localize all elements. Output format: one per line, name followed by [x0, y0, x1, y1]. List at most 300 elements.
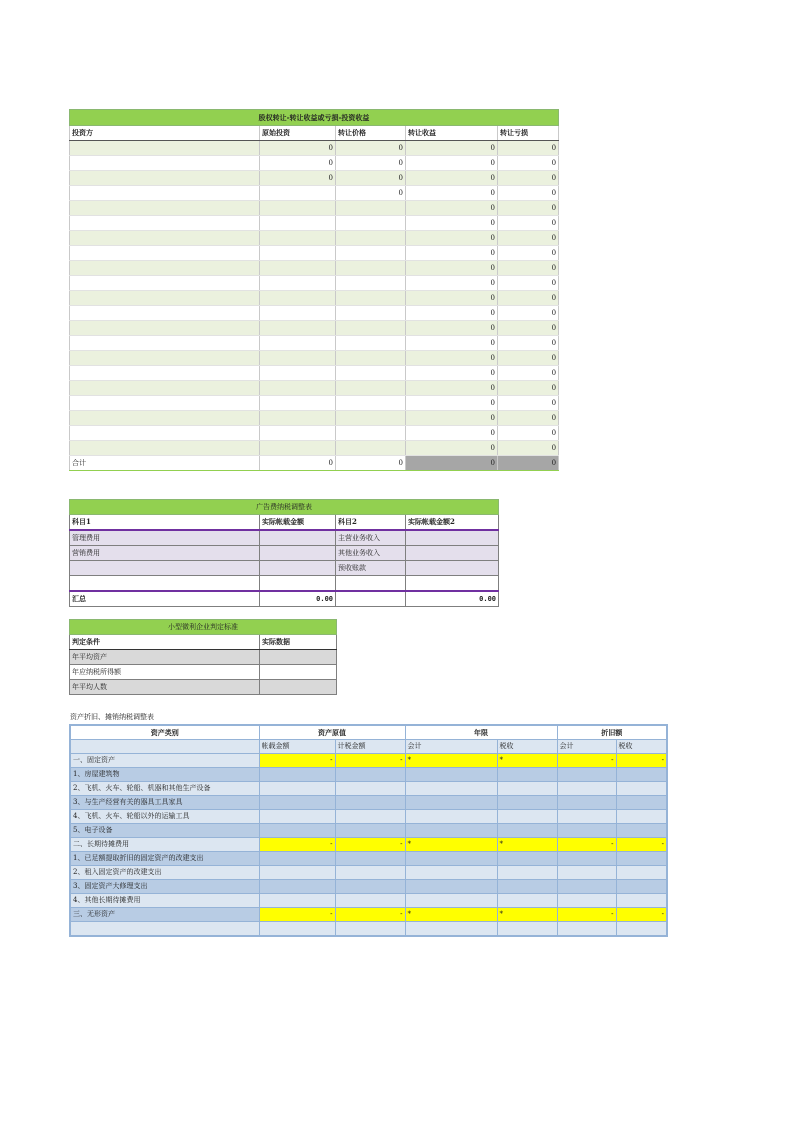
value-cell[interactable]: 0 — [406, 186, 498, 201]
value-cell[interactable] — [336, 216, 406, 231]
value-cell[interactable]: 0 — [498, 201, 559, 216]
asset-value-cell[interactable] — [616, 782, 667, 796]
value-cell[interactable]: 0 — [260, 171, 336, 186]
investor-cell[interactable] — [70, 336, 260, 351]
value-cell[interactable] — [336, 246, 406, 261]
value-cell[interactable]: 0 — [498, 171, 559, 186]
table-row — [70, 546, 499, 561]
value-cell[interactable]: 0 — [498, 141, 559, 156]
cell[interactable] — [260, 530, 336, 546]
asset-value-cell[interactable]: * — [497, 908, 557, 922]
header-original-value: 资产原值 — [259, 725, 405, 740]
asset-category-cell — [70, 922, 259, 937]
cell[interactable]: 营销费用 — [70, 546, 260, 561]
table-row — [70, 894, 667, 908]
value-cell[interactable]: 0 — [406, 411, 498, 426]
asset-value-cell[interactable] — [405, 852, 497, 866]
asset-value-cell[interactable] — [616, 796, 667, 810]
cell[interactable] — [70, 576, 260, 592]
value-cell[interactable]: 0 — [260, 141, 336, 156]
header-investor: 投资方 — [70, 126, 260, 141]
value-cell[interactable]: 0 — [406, 276, 498, 291]
investor-cell[interactable] — [70, 411, 260, 426]
asset-value-cell[interactable] — [616, 922, 667, 937]
asset-value-cell[interactable] — [497, 796, 557, 810]
asset-value-cell[interactable] — [557, 768, 616, 782]
value-cell[interactable]: 0 — [498, 411, 559, 426]
table-row — [70, 396, 559, 411]
table-row — [70, 530, 499, 546]
value-cell[interactable] — [336, 276, 406, 291]
table-row — [70, 231, 559, 246]
table-row — [70, 680, 337, 695]
asset-value-cell[interactable] — [497, 810, 557, 824]
value-cell[interactable]: 0 — [498, 426, 559, 441]
value-cell[interactable]: 0 — [406, 381, 498, 396]
actual-data-cell[interactable] — [260, 650, 337, 665]
value-cell[interactable]: 0 — [406, 441, 498, 456]
asset-value-cell[interactable] — [497, 824, 557, 838]
asset-value-cell[interactable] — [405, 796, 497, 810]
asset-value-cell[interactable] — [335, 866, 405, 880]
value-cell[interactable] — [336, 426, 406, 441]
asset-value-cell[interactable] — [335, 768, 405, 782]
table-row — [70, 650, 337, 665]
value-cell[interactable] — [260, 321, 336, 336]
asset-value-cell[interactable] — [259, 866, 335, 880]
value-cell[interactable] — [260, 426, 336, 441]
investor-cell[interactable] — [70, 441, 260, 456]
value-cell[interactable] — [336, 231, 406, 246]
condition-label: 年平均人数 — [70, 680, 260, 695]
asset-value-cell[interactable] — [557, 894, 616, 908]
value-cell[interactable]: 0 — [498, 276, 559, 291]
table-row — [70, 852, 667, 866]
asset-value-cell[interactable] — [259, 810, 335, 824]
total-value: 0 — [336, 456, 406, 471]
asset-value-cell[interactable] — [616, 768, 667, 782]
total-value: 0 — [498, 456, 559, 471]
asset-category-cell: 二、长期待摊费用 — [70, 838, 259, 852]
value-cell[interactable]: 0 — [498, 336, 559, 351]
value-cell[interactable] — [260, 441, 336, 456]
value-cell[interactable] — [260, 411, 336, 426]
header-condition: 判定条件 — [70, 635, 260, 650]
asset-value-cell[interactable] — [405, 824, 497, 838]
value-cell[interactable]: 0 — [498, 441, 559, 456]
asset-category-cell: 4、其他长期待摊费用 — [70, 894, 259, 908]
value-cell[interactable] — [260, 306, 336, 321]
investor-cell[interactable] — [70, 231, 260, 246]
ad-expense-table — [69, 499, 499, 607]
investor-cell[interactable] — [70, 276, 260, 291]
value-cell[interactable]: 0 — [498, 156, 559, 171]
asset-value-cell[interactable] — [259, 894, 335, 908]
value-cell[interactable] — [260, 381, 336, 396]
header-years: 年限 — [405, 725, 557, 740]
value-cell[interactable]: 0 — [406, 336, 498, 351]
value-cell[interactable] — [260, 396, 336, 411]
asset-category-cell: 2、租入固定资产的改建支出 — [70, 866, 259, 880]
value-cell[interactable] — [260, 276, 336, 291]
investor-cell[interactable] — [70, 291, 260, 306]
table-row — [70, 768, 667, 782]
header-original-investment: 原始投资 — [260, 126, 336, 141]
asset-value-cell[interactable] — [497, 852, 557, 866]
small-table-title: 小型微利企业判定标准 — [70, 620, 337, 635]
value-cell[interactable]: 0 — [336, 171, 406, 186]
asset-value-cell[interactable]: - — [335, 754, 405, 768]
value-cell[interactable] — [336, 441, 406, 456]
cell[interactable] — [406, 530, 499, 546]
asset-value-cell[interactable] — [259, 824, 335, 838]
asset-category-cell: 1、房屋建筑物 — [70, 768, 259, 782]
value-cell[interactable]: 0 — [406, 201, 498, 216]
asset-value-cell[interactable]: * — [497, 754, 557, 768]
asset-value-cell[interactable] — [557, 866, 616, 880]
value-cell[interactable]: 0 — [406, 261, 498, 276]
table-row — [70, 201, 559, 216]
asset-value-cell[interactable] — [616, 880, 667, 894]
asset-value-cell[interactable] — [259, 880, 335, 894]
asset-value-cell[interactable] — [405, 894, 497, 908]
asset-value-cell[interactable] — [557, 852, 616, 866]
table-row — [70, 561, 499, 576]
value-cell[interactable]: 0 — [406, 366, 498, 381]
asset-value-cell[interactable]: - — [616, 908, 667, 922]
value-cell[interactable] — [260, 366, 336, 381]
table-row — [70, 141, 559, 156]
ad-table-title: 广告费纳税调整表 — [70, 500, 499, 515]
table-row — [70, 186, 559, 201]
subheader-tax: 税收 — [497, 740, 557, 754]
header-actual-data: 实际数据 — [260, 635, 337, 650]
value-cell[interactable] — [336, 351, 406, 366]
investor-cell[interactable] — [70, 246, 260, 261]
value-cell[interactable] — [260, 291, 336, 306]
table-row — [70, 321, 559, 336]
asset-value-cell[interactable] — [497, 880, 557, 894]
asset-category-cell: 3、固定资产大修理支出 — [70, 880, 259, 894]
asset-value-cell[interactable] — [497, 768, 557, 782]
header-subject1: 科目1 — [70, 515, 260, 531]
value-cell[interactable]: 0 — [406, 321, 498, 336]
investor-cell[interactable] — [70, 381, 260, 396]
investor-cell[interactable] — [70, 426, 260, 441]
header-asset-category: 资产类别 — [70, 725, 259, 740]
table-row — [70, 291, 559, 306]
cell[interactable]: 预收账款 — [336, 561, 406, 576]
cell[interactable] — [70, 561, 260, 576]
value-cell[interactable]: 0 — [406, 396, 498, 411]
asset-value-cell[interactable] — [335, 782, 405, 796]
asset-value-cell[interactable] — [557, 810, 616, 824]
table-row — [70, 796, 667, 810]
asset-value-cell[interactable] — [497, 894, 557, 908]
cell[interactable] — [406, 576, 499, 592]
actual-data-cell[interactable] — [260, 665, 337, 680]
value-cell[interactable]: 0 — [498, 366, 559, 381]
asset-value-cell[interactable]: - — [616, 838, 667, 852]
asset-category-cell: 4、飞机、火车、轮船以外的运输工具 — [70, 810, 259, 824]
table-row — [70, 411, 559, 426]
investor-cell[interactable] — [70, 141, 260, 156]
table-row — [70, 246, 559, 261]
asset-category-cell: 2、飞机、火车、轮船、机器和其他生产设备 — [70, 782, 259, 796]
asset-value-cell[interactable] — [259, 768, 335, 782]
total-value: 0 — [260, 456, 336, 471]
table-row — [70, 810, 667, 824]
value-cell[interactable]: 0 — [406, 141, 498, 156]
table-row — [70, 276, 559, 291]
investor-cell[interactable] — [70, 321, 260, 336]
asset-value-cell[interactable] — [616, 852, 667, 866]
value-cell[interactable]: 0 — [498, 216, 559, 231]
asset-value-cell[interactable]: - — [335, 908, 405, 922]
investor-cell[interactable] — [70, 306, 260, 321]
table-row — [70, 336, 559, 351]
asset-value-cell[interactable]: - — [557, 908, 616, 922]
cell — [336, 591, 406, 607]
asset-value-cell[interactable] — [335, 852, 405, 866]
value-cell[interactable] — [336, 411, 406, 426]
summary-amount2: 0.00 — [406, 591, 499, 607]
value-cell[interactable] — [336, 381, 406, 396]
condition-label: 年应纳税所得额 — [70, 665, 260, 680]
value-cell[interactable]: 0 — [498, 351, 559, 366]
condition-label: 年平均资产 — [70, 650, 260, 665]
asset-value-cell[interactable] — [557, 796, 616, 810]
value-cell[interactable]: 0 — [406, 216, 498, 231]
value-cell[interactable] — [260, 336, 336, 351]
subheader-accounting: 会计 — [557, 740, 616, 754]
asset-category-cell: 3、与生产经营有关的器具工具家具 — [70, 796, 259, 810]
table-row — [70, 838, 667, 852]
asset-value-cell[interactable] — [557, 880, 616, 894]
asset-depreciation-table — [69, 724, 668, 937]
cell[interactable] — [406, 546, 499, 561]
table-row — [70, 922, 667, 937]
investor-cell[interactable] — [70, 261, 260, 276]
cell[interactable] — [406, 561, 499, 576]
asset-value-cell[interactable]: - — [557, 754, 616, 768]
value-cell[interactable] — [336, 366, 406, 381]
cell[interactable] — [260, 561, 336, 576]
table-row — [70, 351, 559, 366]
value-cell[interactable] — [260, 351, 336, 366]
asset-value-cell[interactable] — [405, 810, 497, 824]
value-cell[interactable] — [260, 261, 336, 276]
asset-value-cell[interactable] — [259, 852, 335, 866]
asset-value-cell[interactable] — [616, 894, 667, 908]
table-row — [70, 824, 667, 838]
cell[interactable]: 管理费用 — [70, 530, 260, 546]
header-subject2: 科目2 — [336, 515, 406, 531]
header-transfer-gain: 转让收益 — [406, 126, 498, 141]
value-cell[interactable] — [336, 336, 406, 351]
table-row — [70, 426, 559, 441]
actual-data-cell[interactable] — [260, 680, 337, 695]
table-row — [70, 665, 337, 680]
asset-category-cell: 5、电子设备 — [70, 824, 259, 838]
investor-cell[interactable] — [70, 351, 260, 366]
value-cell[interactable]: 0 — [498, 381, 559, 396]
asset-value-cell[interactable] — [497, 866, 557, 880]
asset-value-cell[interactable] — [259, 796, 335, 810]
subheader-tax-amount: 计税金额 — [335, 740, 405, 754]
asset-value-cell[interactable] — [335, 796, 405, 810]
value-cell[interactable]: 0 — [406, 306, 498, 321]
table-row — [70, 306, 559, 321]
asset-value-cell[interactable] — [259, 782, 335, 796]
asset-value-cell[interactable] — [616, 824, 667, 838]
asset-value-cell[interactable]: - — [259, 838, 335, 852]
value-cell[interactable] — [336, 321, 406, 336]
value-cell[interactable]: 0 — [498, 321, 559, 336]
value-cell[interactable] — [336, 261, 406, 276]
value-cell[interactable]: 0 — [498, 306, 559, 321]
investor-cell[interactable] — [70, 171, 260, 186]
value-cell[interactable] — [260, 186, 336, 201]
header-depreciation: 折旧额 — [557, 725, 667, 740]
asset-value-cell[interactable] — [335, 824, 405, 838]
asset-value-cell[interactable] — [405, 782, 497, 796]
total-row — [70, 456, 559, 471]
small-enterprise-table — [69, 619, 337, 695]
value-cell[interactable]: 0 — [406, 171, 498, 186]
total-label: 合计 — [70, 456, 260, 471]
value-cell[interactable] — [260, 201, 336, 216]
asset-category-cell: 一、固定资产 — [70, 754, 259, 768]
equity-transfer-table — [69, 109, 559, 471]
header-transfer-loss: 转让亏损 — [498, 126, 559, 141]
table-row — [70, 782, 667, 796]
table-row — [70, 576, 499, 592]
table-row — [70, 880, 667, 894]
asset-value-cell[interactable] — [405, 922, 497, 937]
value-cell[interactable]: 0 — [336, 156, 406, 171]
value-cell[interactable]: 0 — [406, 351, 498, 366]
value-cell[interactable]: 0 — [336, 141, 406, 156]
table-row — [70, 754, 667, 768]
cell[interactable]: 其他业务收入 — [336, 546, 406, 561]
value-cell[interactable]: 0 — [406, 426, 498, 441]
cell[interactable] — [336, 576, 406, 592]
asset-category-cell: 三、无形资产 — [70, 908, 259, 922]
cell[interactable]: 主营业务收入 — [336, 530, 406, 546]
total-value: 0 — [406, 456, 498, 471]
header-amount1: 实际帐载金额 — [260, 515, 336, 531]
asset-value-cell[interactable] — [335, 880, 405, 894]
value-cell[interactable]: 0 — [260, 156, 336, 171]
subheader-tax: 税收 — [616, 740, 667, 754]
header-transfer-price: 转让价格 — [336, 126, 406, 141]
summary-label: 汇总 — [70, 591, 260, 607]
asset-value-cell[interactable]: * — [405, 908, 497, 922]
asset-value-cell[interactable] — [405, 768, 497, 782]
value-cell[interactable]: 0 — [498, 246, 559, 261]
value-cell[interactable]: 0 — [498, 396, 559, 411]
investor-cell[interactable] — [70, 366, 260, 381]
investor-cell[interactable] — [70, 216, 260, 231]
value-cell[interactable]: 0 — [406, 156, 498, 171]
asset-value-cell[interactable] — [405, 866, 497, 880]
value-cell[interactable]: 0 — [406, 291, 498, 306]
table-row — [70, 156, 559, 171]
table-row — [70, 366, 559, 381]
investor-cell[interactable] — [70, 186, 260, 201]
value-cell[interactable]: 0 — [406, 246, 498, 261]
value-cell[interactable]: 0 — [336, 186, 406, 201]
investor-cell[interactable] — [70, 396, 260, 411]
value-cell[interactable] — [260, 216, 336, 231]
asset-value-cell[interactable] — [557, 824, 616, 838]
subheader-accounting: 会计 — [405, 740, 497, 754]
asset-value-cell[interactable] — [616, 866, 667, 880]
asset-value-cell[interactable]: - — [335, 838, 405, 852]
asset-value-cell[interactable]: - — [259, 908, 335, 922]
table-row — [70, 171, 559, 186]
value-cell[interactable] — [336, 201, 406, 216]
asset-value-cell[interactable] — [335, 894, 405, 908]
asset-value-cell[interactable] — [497, 922, 557, 937]
asset-value-cell[interactable] — [259, 922, 335, 937]
value-cell[interactable]: 0 — [498, 261, 559, 276]
asset-value-cell[interactable]: * — [405, 838, 497, 852]
asset-value-cell[interactable] — [557, 922, 616, 937]
table-row — [70, 216, 559, 231]
table-row — [70, 441, 559, 456]
value-cell[interactable] — [336, 306, 406, 321]
asset-table-caption: 资产折旧、摊销纳税调整表 — [70, 713, 154, 721]
asset-value-cell[interactable] — [557, 782, 616, 796]
asset-value-cell[interactable]: * — [405, 754, 497, 768]
table-row — [70, 381, 559, 396]
asset-value-cell[interactable]: - — [557, 838, 616, 852]
asset-value-cell[interactable]: - — [616, 754, 667, 768]
asset-value-cell[interactable] — [616, 810, 667, 824]
investor-cell[interactable] — [70, 201, 260, 216]
table-row — [70, 908, 667, 922]
subheader-blank — [70, 740, 259, 754]
value-cell[interactable]: 0 — [406, 231, 498, 246]
value-cell[interactable]: 0 — [498, 291, 559, 306]
value-cell[interactable]: 0 — [498, 186, 559, 201]
value-cell[interactable] — [336, 291, 406, 306]
asset-value-cell[interactable] — [405, 880, 497, 894]
table-row — [70, 261, 559, 276]
table-row — [70, 866, 667, 880]
equity-table-title: 股权转让-转让收益或亏损-投资收益 — [70, 110, 559, 126]
summary-amount1: 0.00 — [260, 591, 336, 607]
subheader-book-amount: 帐载金额 — [259, 740, 335, 754]
asset-value-cell[interactable] — [335, 810, 405, 824]
asset-category-cell: 1、已足额提取折旧的固定资产的改建支出 — [70, 852, 259, 866]
value-cell[interactable]: 0 — [498, 231, 559, 246]
value-cell[interactable] — [260, 246, 336, 261]
asset-value-cell[interactable]: - — [259, 754, 335, 768]
investor-cell[interactable] — [70, 156, 260, 171]
value-cell[interactable] — [260, 231, 336, 246]
header-amount2: 实际帐载金额2 — [406, 515, 499, 531]
asset-value-cell[interactable] — [335, 922, 405, 937]
cell[interactable] — [260, 546, 336, 561]
summary-row — [70, 591, 499, 607]
asset-value-cell[interactable]: * — [497, 838, 557, 852]
value-cell[interactable] — [336, 396, 406, 411]
asset-value-cell[interactable] — [497, 782, 557, 796]
cell[interactable] — [260, 576, 336, 592]
